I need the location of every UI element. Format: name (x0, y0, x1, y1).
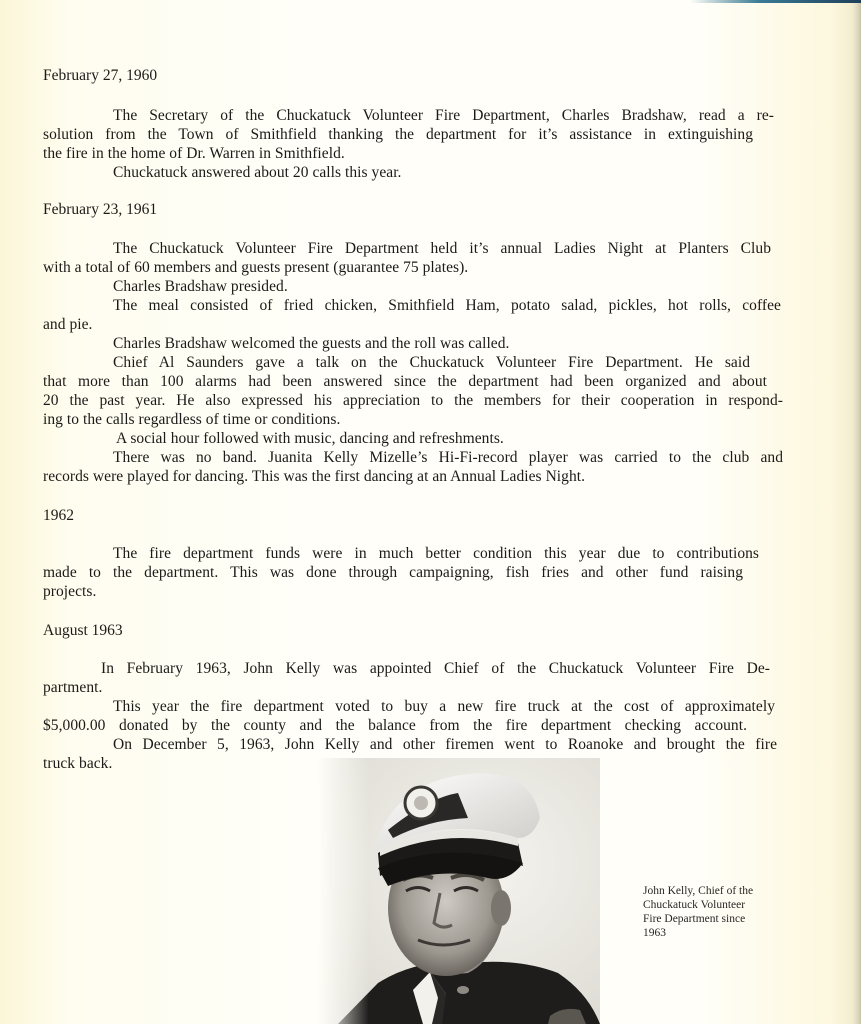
paragraph-line: This year the fire department voted to buy a new fire truck at the cost of approximately (113, 698, 775, 715)
paragraph-line: that more than 100 alarms had been answered since the department had been organized and about (43, 373, 767, 390)
paragraph-line: The Secretary of the Chuckatuck Volunteer Fire Department, Charles Bradshaw, read a re- (113, 107, 774, 124)
paragraph-line: and pie. (43, 316, 93, 333)
paragraph-line: A social hour followed with music, dancing and refreshments. (116, 430, 504, 447)
section-heading-1960: February 27, 1960 (43, 67, 158, 84)
paragraph-line: partment. (43, 679, 103, 696)
paragraph-line: records were played for dancing. This was the first dancing at an Annual Ladies Night. (43, 468, 586, 485)
caption-line: John Kelly, Chief of the (643, 885, 754, 897)
paragraph-line: Charles Bradshaw presided. (113, 278, 288, 295)
section-heading-1961: February 23, 1961 (43, 201, 158, 218)
paragraph-line: $5,000.00 donated by the county and the balance from the fire department checking account. (43, 717, 747, 734)
paragraph-line: The Chuckatuck Volunteer Fire Department held it’s annual Ladies Night at Planters Club (113, 240, 771, 257)
photo-caption (643, 884, 753, 940)
section-heading-1963: August 1963 (43, 622, 123, 639)
paragraph-line: ing to the calls regardless of time or conditions. (43, 411, 341, 428)
caption-line: Chuckatuck Volunteer (643, 899, 746, 911)
caption-line: Fire Department since (643, 913, 746, 925)
paragraph-line: Chief Al Saunders gave a talk on the Chuckatuck Volunteer Fire Department. He said (113, 354, 750, 371)
paragraph-line: made to the department. This was done through campaigning, fish fries and other fund raising (43, 564, 743, 581)
paragraph-line: projects. (43, 583, 97, 600)
section-heading-1962: 1962 (43, 507, 74, 524)
paragraph-line: solution from the Town of Smithfield thanking the department for it’s assistance in extinguishing (43, 126, 753, 143)
caption-line: 1963 (643, 927, 666, 939)
portrait-photo (318, 758, 600, 1024)
paragraph-line: On December 5, 1963, John Kelly and other firemen went to Roanoke and brought the fire (113, 736, 777, 753)
paragraph-line: with a total of 60 members and guests present (guarantee 75 plates). (43, 259, 469, 276)
paragraph-line: The fire department funds were in much better condition this year due to contributions (113, 545, 759, 562)
scan-edge (690, 0, 861, 3)
paragraph-line: There was no band. Juanita Kelly Mizelle’s Hi-Fi-record player was carried to the club and (113, 449, 783, 466)
paragraph-line: In February 1963, John Kelly was appointed Chief of the Chuckatuck Volunteer Fire De- (101, 660, 770, 677)
paragraph-line: The meal consisted of fried chicken, Smithfield Ham, potato salad, pickles, hot rolls, coffee (113, 297, 781, 314)
fire-chief-portrait-icon (318, 758, 600, 1024)
paragraph-line: 20 the past year. He also expressed his appreciation to the members for their cooperation in respond- (43, 392, 783, 409)
paragraph-line: Chuckatuck answered about 20 calls this year. (113, 164, 402, 181)
paragraph-line: Charles Bradshaw welcomed the guests and the roll was called. (113, 335, 510, 352)
paragraph-line: the fire in the home of Dr. Warren in Smithfield. (43, 145, 345, 162)
paragraph-line: truck back. (43, 755, 113, 772)
